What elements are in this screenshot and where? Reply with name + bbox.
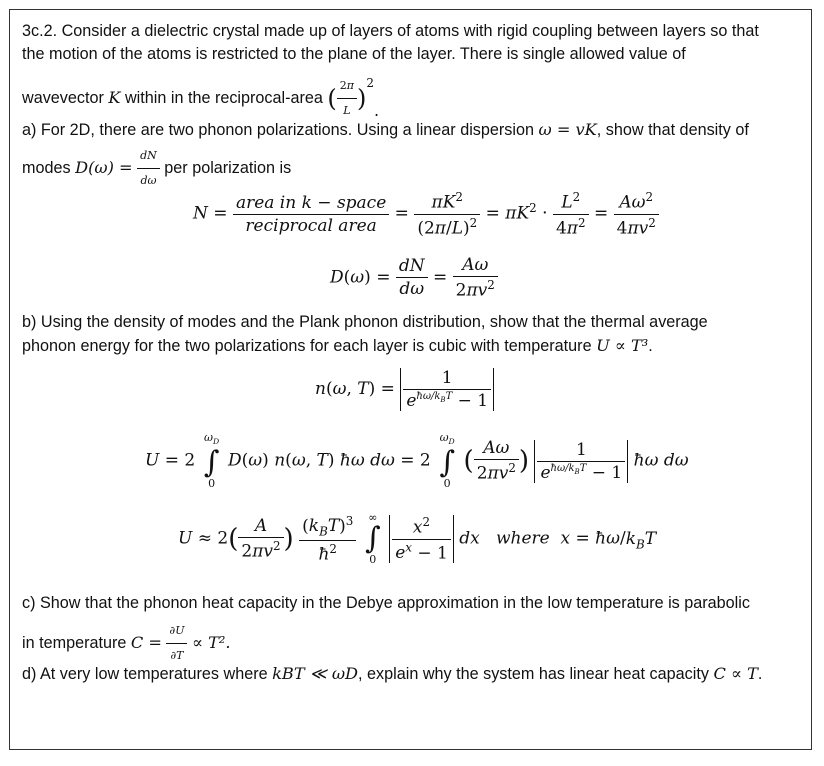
equation-U: U = 2 $\omega_D$ ∫ 0 D(ω) n(ω, T) ħω dω = 2 $\omega_D$ ∫ 0 ( $\frac{A\omega}{2\pi v^2}$ ) $\frac{1}{e^{ħ\omega/k_BT} - 1}$ ħω dω xyxy=(145,431,689,491)
part-a-line-2: modes D(ω) = $\frac{dN}{d\omega}$ per polarization is xyxy=(22,145,291,192)
part-a-line-1: a) For 2D, there are two phonon polarizations. Using a linear dispersion ω = vK, show that density of xyxy=(22,120,749,139)
problem-line-1: 3c.2. Consider a dielectric crystal made up of layers of atoms with rigid coupling between layers so that xyxy=(22,22,759,40)
equation-D: D(ω) = $\frac{dN}{d\omega}$ = $\frac{A\omega}{2\pi v^2}$ xyxy=(330,255,498,301)
part-c-line-1: c) Show that the phonon heat capacity in the Debye approximation in the low temperature is parabolic xyxy=(22,594,750,612)
problem-line-3: wavevector K within in the reciprocal-area ( $\frac{2\pi}{L}$ )$^2$. xyxy=(22,75,380,120)
part-b-line-2: phonon energy for the two polarizations for each layer is cubic with temperature U ∝ T³. xyxy=(22,336,653,355)
part-c-line-2: in temperature C = $\frac{\partial U}{\partial T}$ ∝ T². xyxy=(22,620,231,667)
part-d-line-1: d) At very low temperatures where kBT ≪ ωD, explain why the system has linear heat capacity C ∝ T. xyxy=(22,664,763,683)
equation-U-approx: U ≈ 2( $\frac{A}{2\pi v^2}$ ) $\frac{(k_BT)^3}{ħ^2}$ ∞ ∫ 0 $\frac{x^2}{e^x - 1}$ dx where $x = ħ\omega/k_BT$ xyxy=(178,511,657,566)
part-b-line-1: b) Using the density of modes and the Plank phonon distribution, show that the thermal average xyxy=(22,313,708,331)
equation-n: n(ω, T) = $\frac{1}{e^{ħ\omega/k_BT} - 1}$ xyxy=(315,368,494,411)
equation-N: N = $\frac{\text{area in k − space}}{\text{reciprocal area}}$ = $\frac{\pi K^2}{(2\pi/L)^2}$ = $\pi K^2$ · $\frac{L^2}{4\pi^2}$ = $\frac{A\omega^2}{4\pi v^2}$ xyxy=(193,190,659,238)
reciprocal-area-expr: ( $\frac{2\pi}{L}$ )$^2$. xyxy=(327,75,380,120)
problem-line-2: the motion of the atoms is restricted to the plane of the layer. There is single allowed value of xyxy=(22,45,686,63)
